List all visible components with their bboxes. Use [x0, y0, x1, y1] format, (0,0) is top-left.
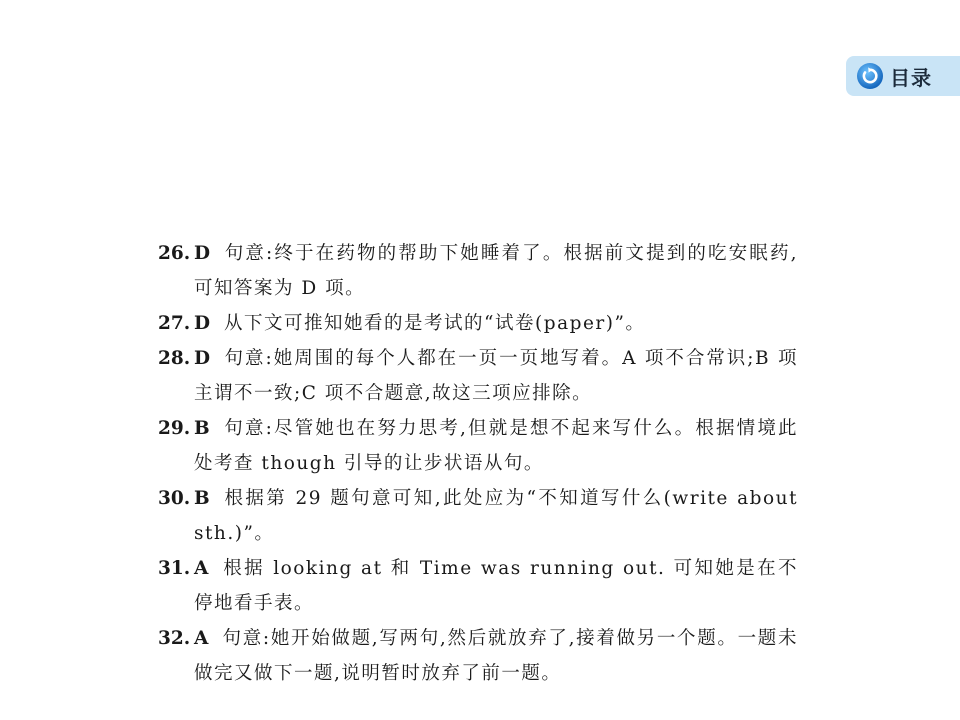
answer-explanation: 句意:终于在药物的帮助下她睡着了。根据前文提到的吃安眠药,可知答案为 D 项。	[194, 243, 798, 299]
answer-explanation: 根据第 29 题句意可知,此处应为“不知道写什么(write about sth.)”。	[194, 488, 798, 544]
answer-explanation: 句意:尽管她也在努力思考,但就是想不起来写什么。根据情境此处考查 though 引导的让步状语从句。	[194, 418, 798, 474]
answer-item-28	[158, 341, 798, 411]
answer-key: B	[194, 418, 210, 439]
question-number: 27.	[158, 313, 191, 334]
answer-key: B	[194, 488, 210, 509]
answer-key: A	[194, 558, 209, 579]
answer-explanation: 从下文可推知她看的是考试的“试卷(paper)”。	[224, 313, 646, 334]
answer-key: D	[194, 243, 211, 264]
question-number: 32.	[158, 628, 191, 649]
circular-arrow-icon	[856, 62, 884, 90]
question-number: 31.	[158, 558, 191, 579]
answer-key: A	[194, 628, 209, 649]
answer-item-29	[158, 411, 798, 481]
answer-item-31	[158, 551, 798, 621]
question-number: 26.	[158, 243, 191, 264]
answer-item-30	[158, 481, 798, 551]
answer-explanation: 根据 looking at 和 Time was running out. 可知她是在不停地看手表。	[194, 558, 798, 614]
answer-key: D	[194, 313, 211, 334]
answer-explanation: 句意:她开始做题,写两句,然后就放弃了,接着做另一个题。一题未做完又做下一题,说明暂时放弃了前一题。	[194, 628, 798, 684]
answer-item-32	[158, 621, 798, 691]
answer-key: D	[194, 348, 211, 369]
question-number: 29.	[158, 418, 191, 439]
answer-item-27	[158, 306, 798, 341]
question-number: 28.	[158, 348, 191, 369]
table-of-contents-label: 目录	[890, 65, 932, 90]
table-of-contents-button[interactable]	[846, 56, 960, 96]
question-number: 30.	[158, 488, 191, 509]
answer-list	[158, 236, 798, 691]
answer-explanation: 句意:她周围的每个人都在一页一页地写着。A 项不合常识;B 项主谓不一致;C 项不合题意,故这三项应排除。	[194, 348, 798, 404]
answer-item-26	[158, 236, 798, 306]
